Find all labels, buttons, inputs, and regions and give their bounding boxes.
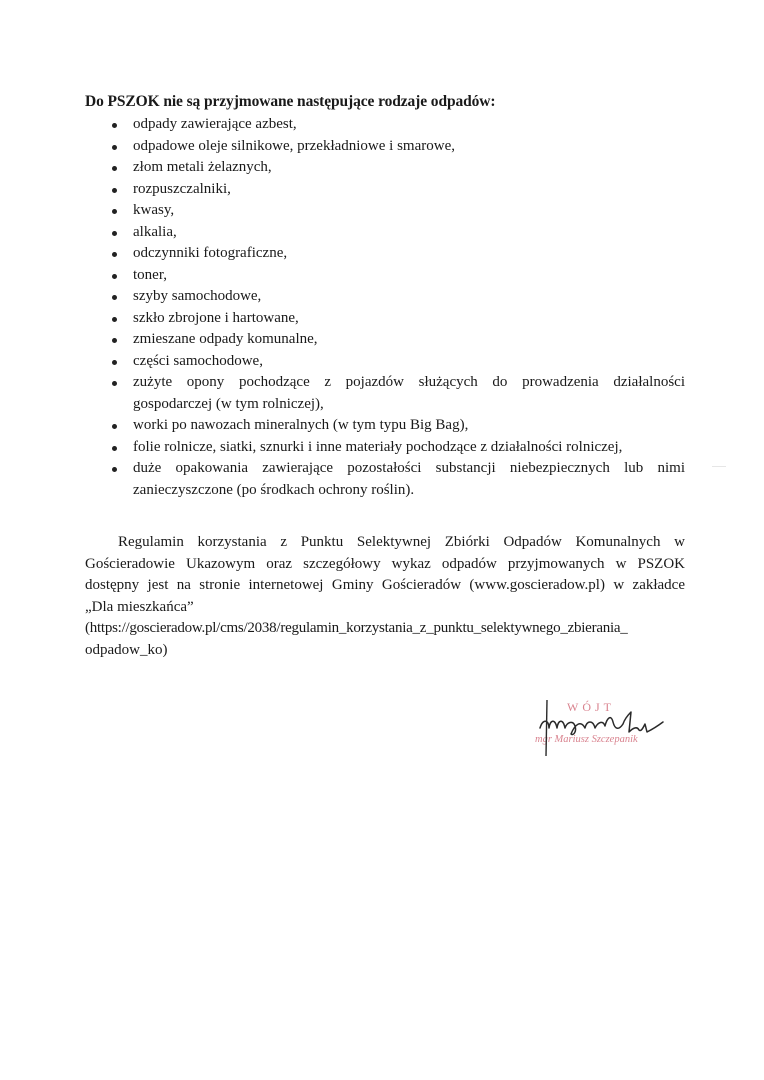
- signature-stamp-title: WÓJT: [567, 700, 615, 714]
- bullet-icon: [112, 295, 117, 300]
- list-item: odczynniki fotograficzne,: [85, 243, 685, 265]
- paragraph-line: dostępny jest na stronie internetowej Gminy Gościeradów (www.goscieradow.pl) w zakładce: [85, 577, 685, 593]
- signature-block: [535, 698, 675, 758]
- list-heading: Do PSZOK nie są przyjmowane następujące rodzaje odpadów:: [85, 93, 496, 110]
- list-item: folie rolnicze, siatki, sznurki i inne materiały pochodzące z działalności rolniczej,: [85, 437, 685, 459]
- list-item: alkalia,: [85, 222, 685, 244]
- scan-artifact: [712, 466, 726, 467]
- list-item: szkło zbrojone i hartowane,: [85, 308, 685, 330]
- bullet-icon: [112, 123, 117, 128]
- bullet-icon: [112, 360, 117, 365]
- list-item: części samochodowe,: [85, 351, 685, 373]
- list-item: złom metali żelaznych,: [85, 157, 685, 179]
- handwritten-signature-icon: [535, 698, 675, 758]
- bullet-icon: [112, 274, 117, 279]
- list-item: kwasy,: [85, 200, 685, 222]
- bullet-icon: [112, 252, 117, 257]
- list-item: zmieszane odpady komunalne,: [85, 329, 685, 351]
- paragraph-line: Regulamin korzystania z Punktu Selektywnej Zbiórki Odpadów Komunalnych w: [118, 534, 685, 550]
- bullet-icon: [112, 188, 117, 193]
- bullet-icon: [112, 231, 117, 236]
- list-item: worki po nawozach mineralnych (w tym typu Big Bag),: [85, 415, 685, 437]
- bullet-icon: [112, 166, 117, 171]
- paragraph-line: „Dla mieszkańca”: [85, 598, 194, 615]
- bullet-icon: [112, 467, 117, 472]
- list-item: duże opakowania zawierające pozostałości substancji niebezpiecznych lub nimi zanieczyszczone (po środkach ochrony roślin).: [85, 458, 685, 501]
- paragraph-url-line: odpadow_ko): [85, 641, 168, 658]
- list-item: rozpuszczalniki,: [85, 179, 685, 201]
- bullet-icon: [112, 381, 117, 386]
- list-item: szyby samochodowe,: [85, 286, 685, 308]
- paragraph-line: Gościeradowie Ukazowym oraz szczegółowy wykaz odpadów przyjmowanych w PSZOK: [85, 555, 685, 572]
- paragraph-url-line: (https://goscieradow.pl/cms/2038/regulamin_korzystania_z_punktu_selektywnego_zbierania_: [85, 620, 628, 636]
- list-item: zużyte opony pochodzące z pojazdów służących do prowadzenia działalności gospodarczej (w tym rolniczej),: [85, 372, 685, 415]
- bullet-icon: [112, 446, 117, 451]
- list-item: toner,: [85, 265, 685, 287]
- list-item: odpady zawierające azbest,: [85, 114, 685, 136]
- bullet-icon: [112, 317, 117, 322]
- bullet-icon: [112, 145, 117, 150]
- list-item: odpadowe oleje silnikowe, przekładniowe i smarowe,: [85, 136, 685, 158]
- bullet-icon: [112, 209, 117, 214]
- bullet-icon: [112, 338, 117, 343]
- signature-stamp-name: mgr Mariusz Szczepanik: [535, 734, 638, 745]
- excluded-waste-list: [85, 114, 685, 501]
- regulations-paragraph: [85, 532, 685, 661]
- bullet-icon: [112, 424, 117, 429]
